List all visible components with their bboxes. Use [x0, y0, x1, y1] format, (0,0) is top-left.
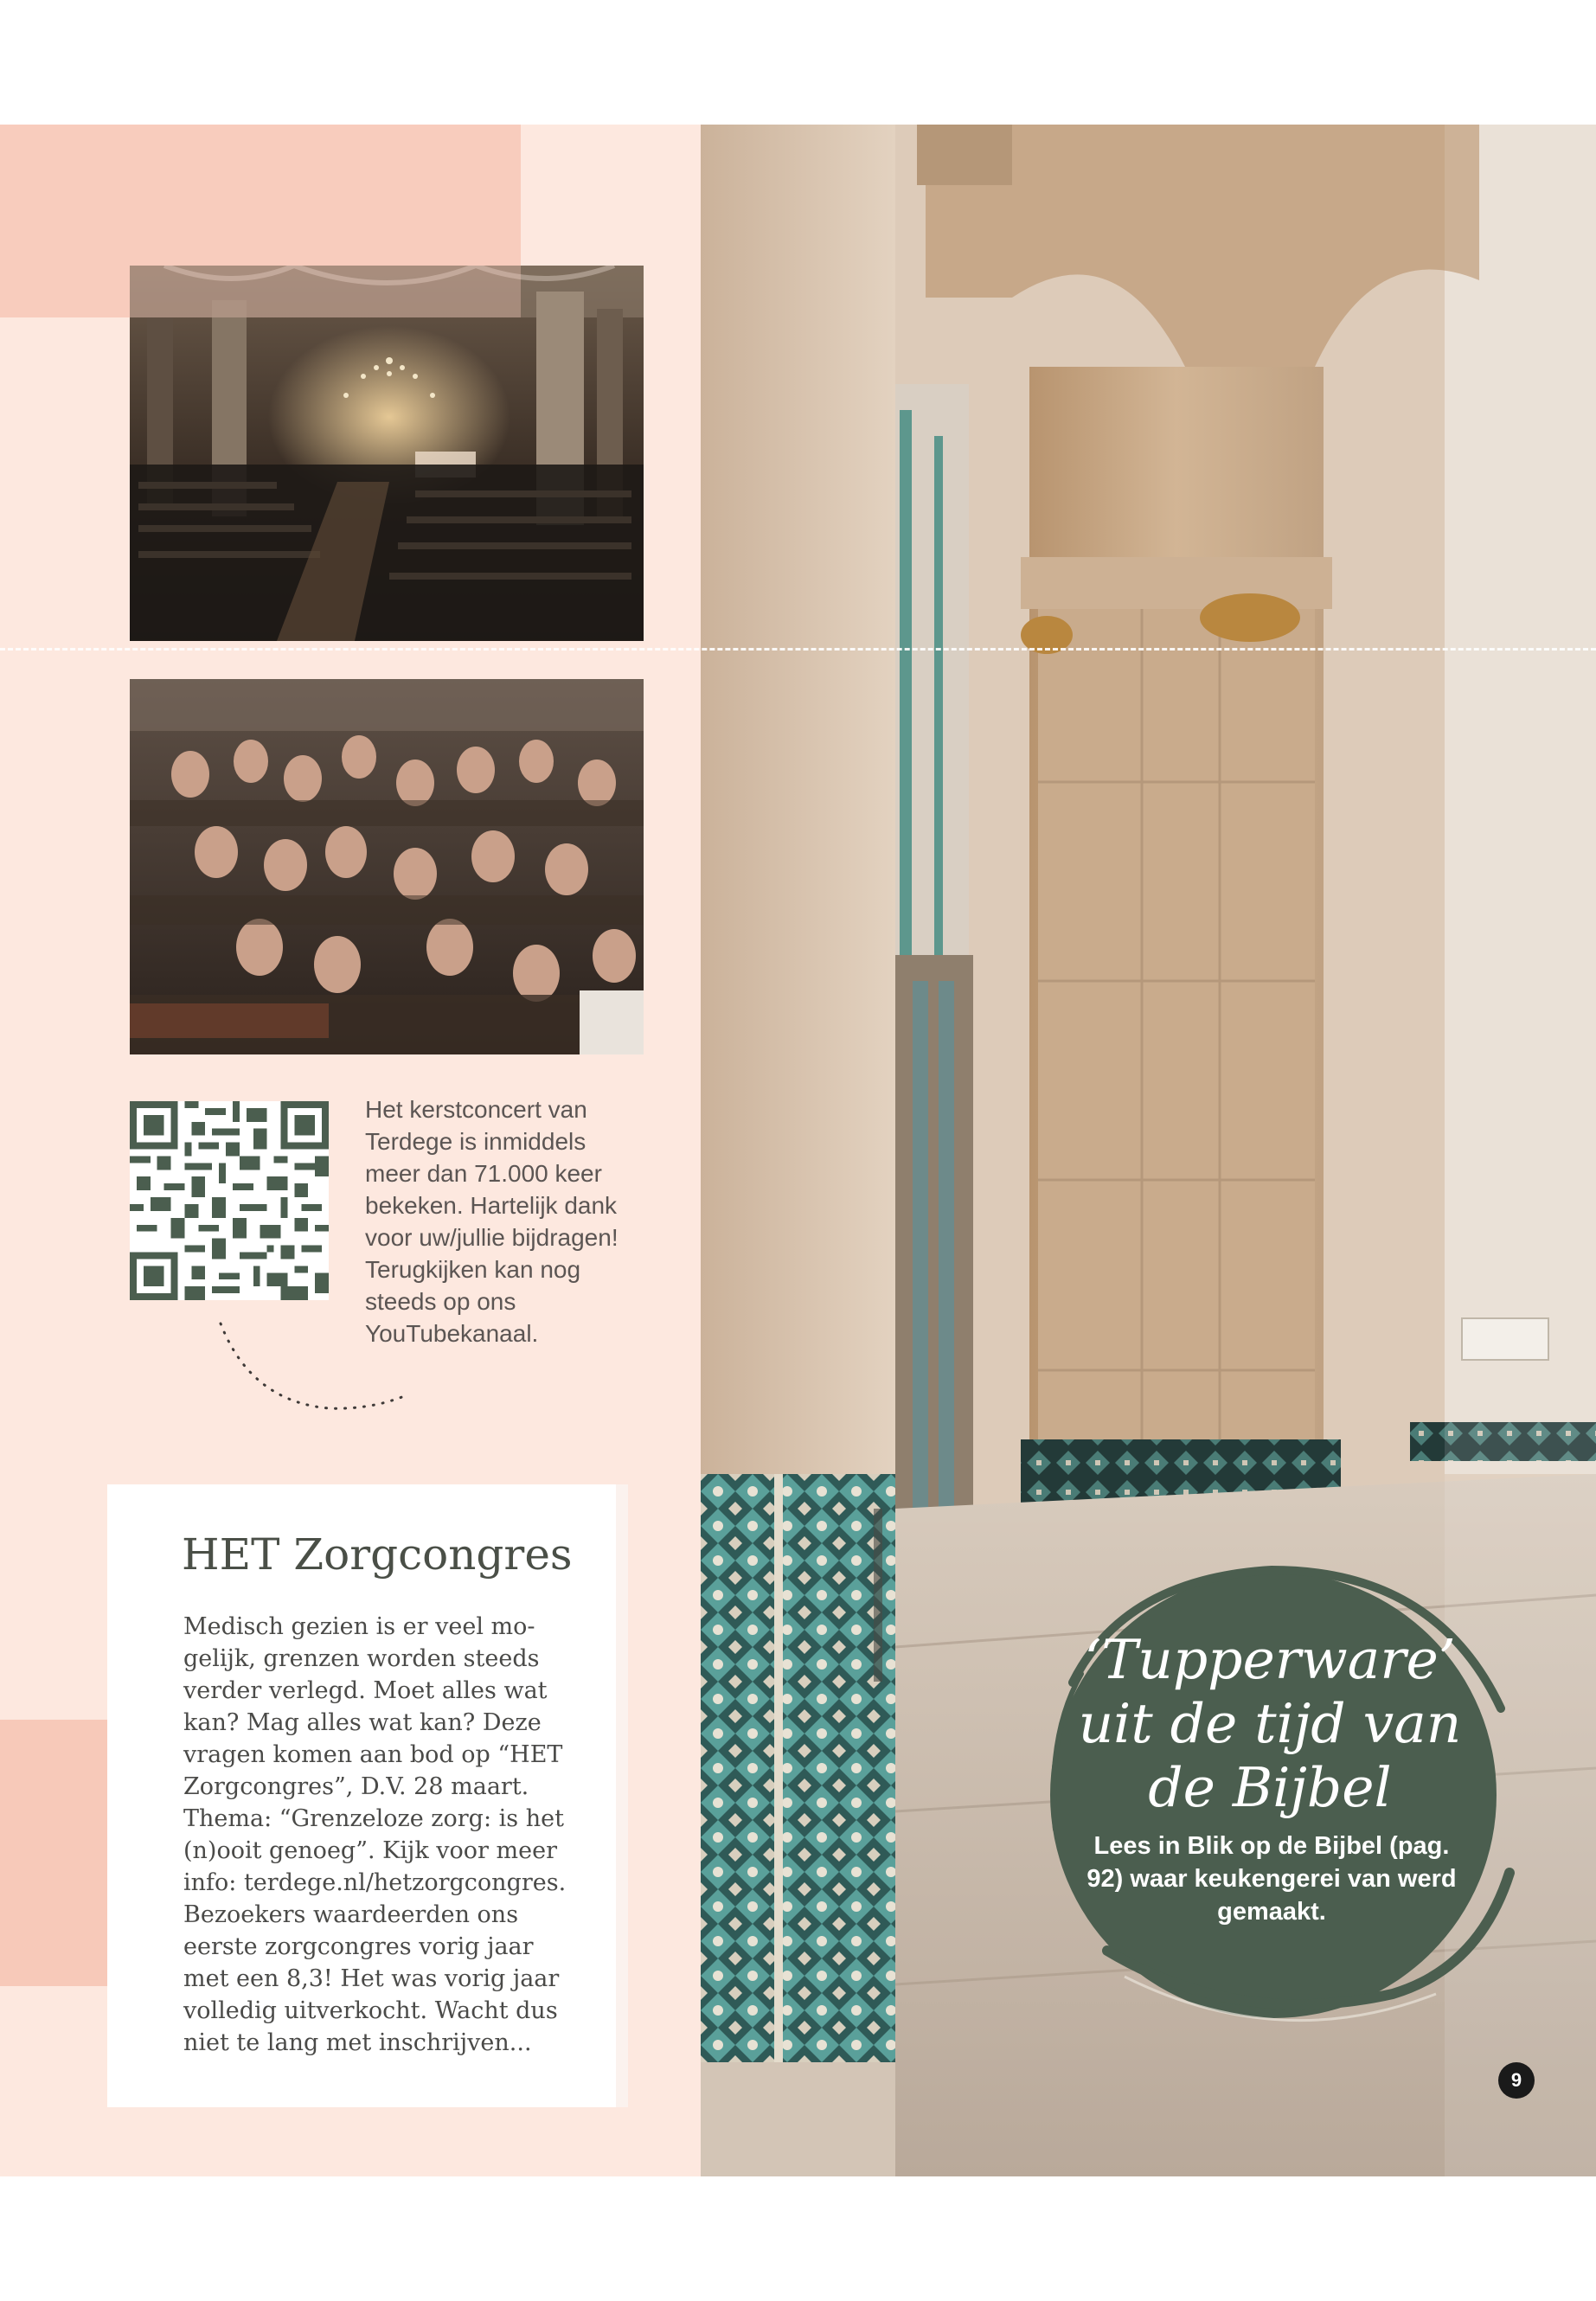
card-body-text: Medisch gezien is er veel mo-gelijk, grenzen worden steeds verder verlegd. Moet alles wat kan? Mag alles wat kan? Deze vragen komen aan bod op “HET Zorgcongres”, D.V. 28 maart. Thema: “Grenzeloze zorg: is het (n)ooit genoeg”. Kijk voor meer info: terdege.nl/hetzorgcongres. Bezoekers waardeerden ons eerste zorgcongres vorig jaar met een 8,3! Het was vorig jaar volledig uitverkocht. Wacht dus niet te lang met inschrijven... — [183, 1613, 567, 2056]
page-number: 9 — [1498, 2062, 1535, 2099]
dotted-arrow-decoration — [216, 1315, 415, 1419]
church-concert-photo — [130, 266, 644, 641]
audience-singing-photo — [130, 679, 644, 1054]
qr-code[interactable] — [130, 1101, 329, 1300]
badge-body-text: Lees in Blik op de Bijbel (pag. 92) waar keukengerei van werd gemaakt. — [1086, 1832, 1457, 1926]
decorative-pink-overlay — [130, 266, 521, 317]
badge-title: ‘Tupperware’ uit de tijd van de Bijbel — [1078, 1628, 1462, 1819]
card-edge — [616, 1484, 628, 2107]
qr-caption-text: Het kerstconcert van Terdege is inmiddels meer dan 71.000 keer bekeken. Hartelijk dank voor uw/jullie bijdragen! Terugkijken kan nog steeds op ons YouTubekanaal. — [365, 1096, 619, 1347]
dashed-cut-line — [0, 648, 1596, 651]
card-title: HET Zorgcongres — [182, 1529, 573, 1580]
